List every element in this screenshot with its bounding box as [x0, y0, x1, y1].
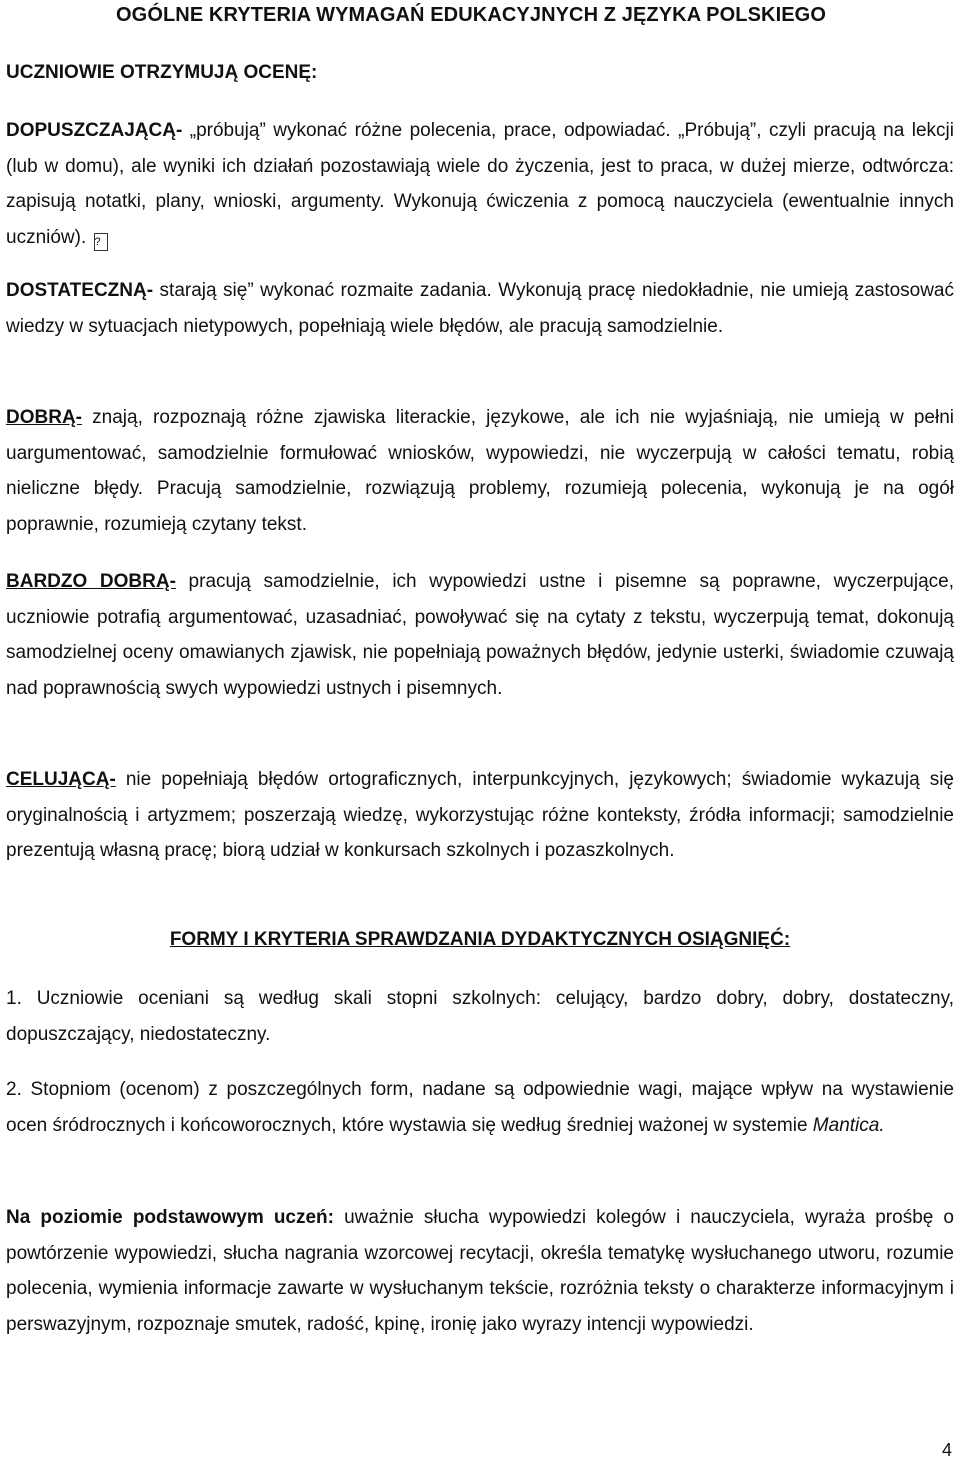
- grade-dostateczna: [6, 273, 954, 344]
- grade-label: BARDZO DOBRĄ-: [6, 571, 176, 592]
- page-number: 4: [941, 1440, 952, 1460]
- document-page: [6, 0, 954, 1464]
- point-2-text: 2. Stopniom (ocenom) z poszczególnych form, nadane są odpowiednie wagi, mające wpływ na wystawienie ocen śródrocznych i końcoworocznych, które wystawia się według średniej ważonej w systemie: [6, 1079, 954, 1136]
- basic-level-text: uważnie słucha wypowiedzi kolegów i nauczyciela, wyraża prośbę o powtórzenie wypowiedzi, słucha nagrania wzorcowej recytacji, określa tematykę wysłuchanego utworu, rozumie polecenia, wymienia informacje zawarte w wysłuchanym tekście, rozróżnia teksty o charakterze informacyjnym i perswazyjnym, rozpoznaje smutek, radość, kpinę, ironię jako wyrazy intencji wypowiedzi.: [6, 1207, 954, 1335]
- grade-description: nie popełniają błędów ortograficznych, interpunkcyjnych, językowych; świadomie wykazują się oryginalnością i artyzmem; poszerzają wiedzę, wykorzystując różne konteksty, źródła informacji; samodzielnie prezentują własną pracę; biorą udział w konkursach szkolnych i pozaszkolnych.: [6, 769, 954, 861]
- grade-description: starają się” wykonać rozmaite zadania. Wykonują pracę niedokładnie, nie umieją zastosować wiedzy w sytuacjach nietypowych, popełniają wiele błędów, ale pracują samodzielnie.: [6, 280, 954, 337]
- grade-description: pracują samodzielnie, ich wypowiedzi ustne i pisemne są poprawne, wyczerpujące, uczniowie potrafią argumentować, uzasadniać, powoływać się na cytaty z tekstu, wyczerpują temat, dokonują samodzielnej oceny omawianych zjawisk, nie popełniają poważnych błędów, jedynie usterki, świadomie czuwają nad poprawnością swych wypowiedzi ustnych i pisemnych.: [6, 571, 954, 699]
- basic-level-paragraph: [6, 1200, 954, 1342]
- grade-dopuszczajaca: [6, 113, 954, 255]
- grades-header: UCZNIOWIE OTRZYMUJĄ OCENĘ:: [6, 62, 318, 83]
- grade-label: CELUJĄCĄ-: [6, 769, 116, 790]
- criteria-point-1: 1. Uczniowie oceniani są według skali stopni szkolnych: celujący, bardzo dobry, dobry, dostateczny, dopuszczający, niedostateczny.: [6, 988, 954, 1045]
- basic-level-label: Na poziomie podstawowym uczeń:: [6, 1207, 334, 1228]
- grade-description: „próbują” wykonać różne polecenia, prace, odpowiadać. „Próbują”, czyli pracują na lekcji (lub w domu), ale wyniki ich działań pozostawiają wiele do życzenia, jest to praca, w dużej mierze, odtwórcza: zapisują notatki, plany, wnioski, argumenty. Wykonują ćwiczenia z pomocą nauczyciela (ewentualnie innych uczniów).: [6, 120, 954, 248]
- grade-bardzo-dobra: [6, 564, 954, 706]
- grade-celujaca: [6, 762, 954, 869]
- missing-glyph-icon: ?: [94, 233, 108, 251]
- grade-description: znają, rozpoznają różne zjawiska literackie, językowe, ale ich nie wyjaśniają, nie umieją w pełni uargumentować, samodzielnie formułować wniosków, wypowiedzi, nie wyczerpują w całości tematu, robią nieliczne błędy. Pracują samodzielnie, rozwiązują problemy, rozumieją polecenia, wykonują je na ogół poprawnie, rozumieją czytany tekst.: [6, 407, 954, 535]
- grade-label: DOBRĄ-: [6, 407, 82, 428]
- document-title: OGÓLNE KRYTERIA WYMAGAŃ EDUKACYJNYCH Z JĘZYKA POLSKIEGO: [116, 4, 826, 26]
- grade-label: DOPUSZCZAJĄCĄ-: [6, 120, 183, 141]
- section-title: FORMY I KRYTERIA SPRAWDZANIA DYDAKTYCZNYCH OSIĄGNIĘĆ:: [169, 929, 791, 950]
- grade-dobra: [6, 400, 954, 542]
- grade-label: DOSTATECZNĄ-: [6, 280, 154, 301]
- criteria-point-2: [6, 1072, 954, 1143]
- grading-system-name: Mantica.: [812, 1114, 885, 1136]
